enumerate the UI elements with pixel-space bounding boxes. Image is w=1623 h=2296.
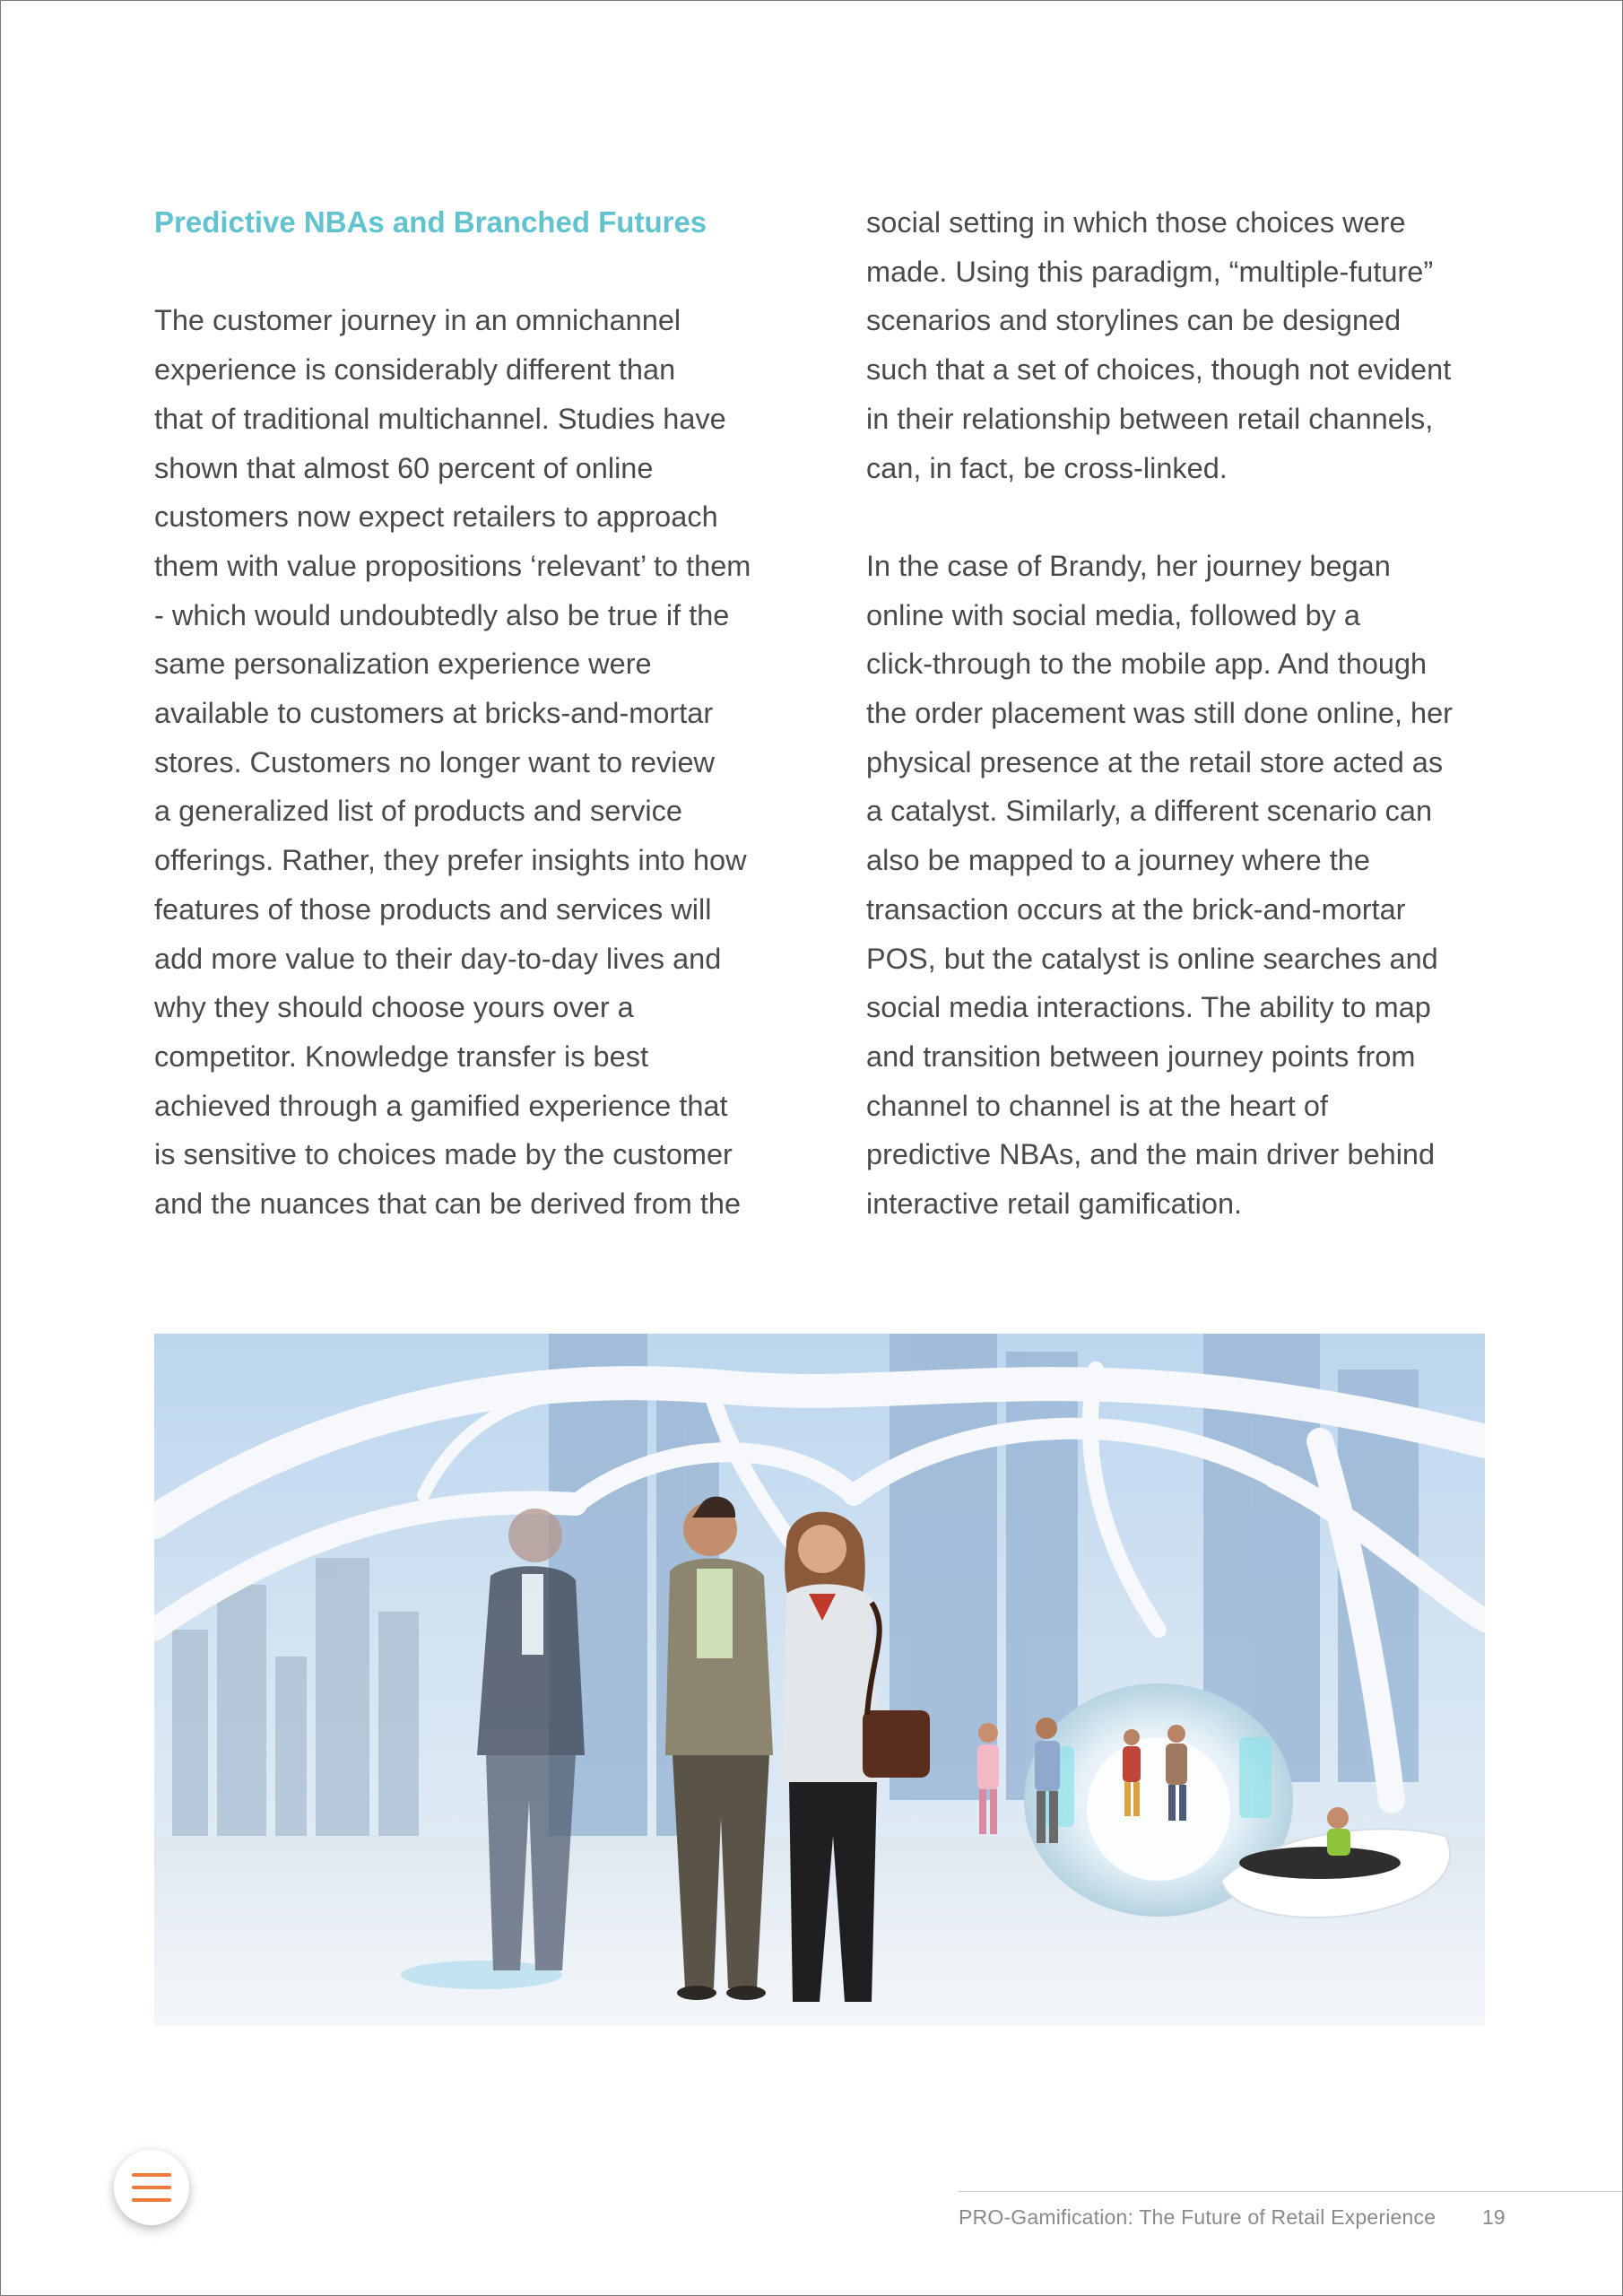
futuristic-retail-illustration [154, 1334, 1485, 2026]
section-heading: Predictive NBAs and Branched Futures [154, 205, 707, 239]
menu-button[interactable] [114, 2150, 189, 2225]
page-number: 19 [1482, 2205, 1506, 2229]
footer-title: PRO-Gamification: The Future of Retail Experience [959, 2205, 1436, 2229]
body-paragraph: The customer journey in an omnichannel experience is considerably different than that of traditional multichannel. Studies have shown that almost 60 percent of online customers now expect retailers to approach them with value propositions ‘relevant’ to them - which would undoubtedly also be true if the same personalization experience were available to customers at bricks-and-mortar stores. Customers no longer want to review a generalized list of products and service offerings. Rather, they prefer insights into how features of those products and services will add more value to their day-to-day lives and why they should choose yours over a competitor. Knowledge transfer is best achieved through a gamified experience that is sensitive to choices made by the customer and the nuances that can be derived from the [154, 304, 751, 1221]
body-paragraph: social setting in which those choices were made. Using this paradigm, “multiple-future” scenarios and storylines can be designed such that a set of choices, though not evident in their relationship between retail channels, can, in fact, be cross-linked. [866, 206, 1452, 484]
right-column [866, 198, 1512, 1229]
footer-divider [959, 2191, 1623, 2192]
hamburger-menu-icon [130, 2170, 173, 2205]
body-paragraph: In the case of Brandy, her journey began online with social media, followed by a click-through to the mobile app. And though the order placement was still done online, her physical presence at the retail store acted as a catalyst. Similarly, a different scenario can also be mapped to a journey where the transaction occurs at the brick-and-mortar POS, but the catalyst is online searches and social media interactions. The ability to map and transition between journey points from channel to channel is at the heart of predictive NBAs, and the main driver behind interactive retail gamification. [866, 549, 1453, 1221]
left-column [154, 198, 800, 1229]
illustration-graphic [154, 1334, 1485, 2026]
